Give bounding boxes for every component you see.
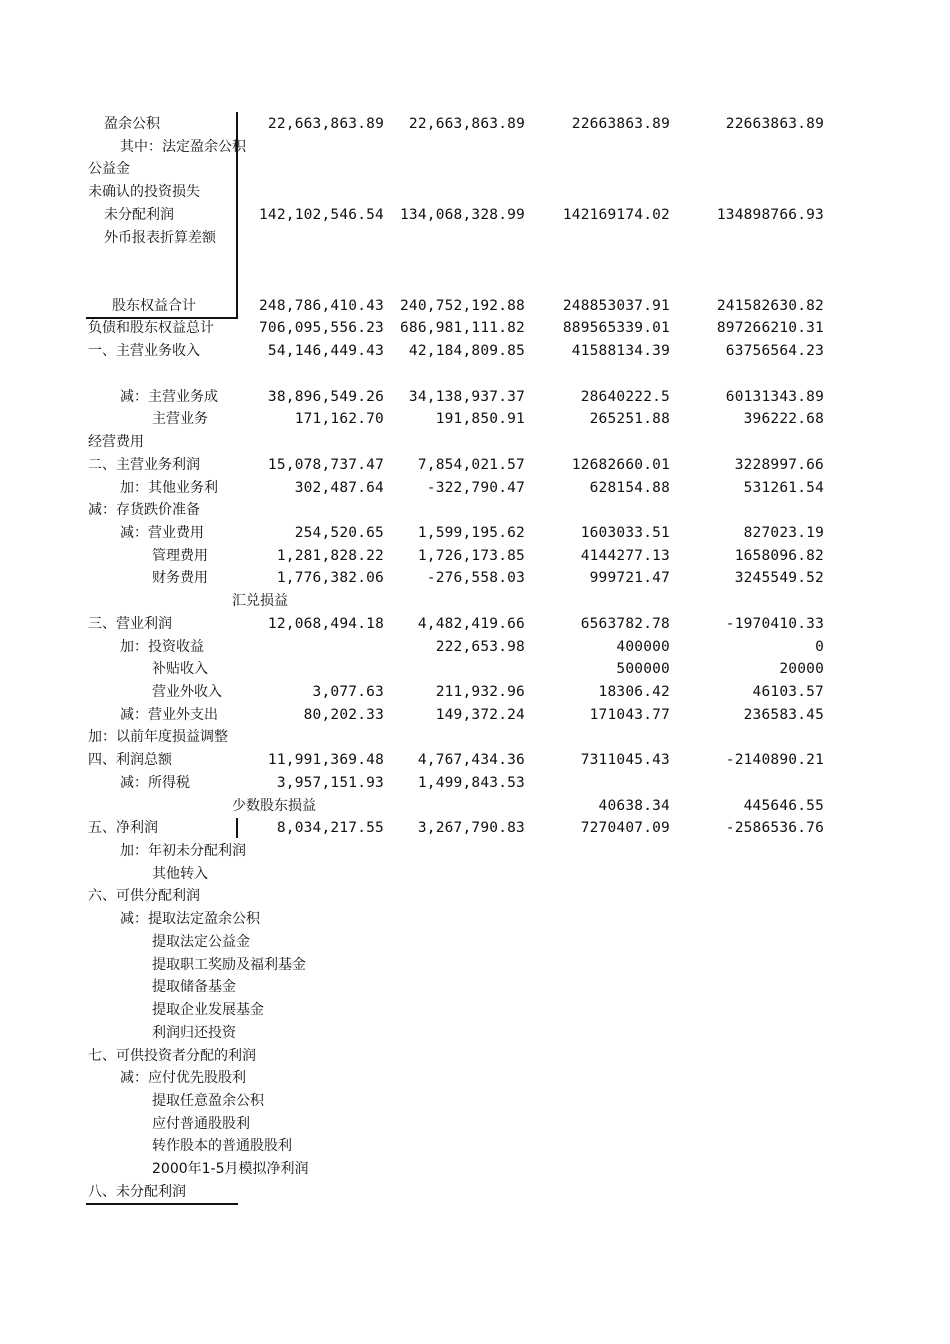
row-label: 加：以前年度损益调整 (88, 729, 228, 746)
table-row (0, 1113, 950, 1135)
row-label: 外币报表折算差额 (104, 229, 216, 246)
value-cell (527, 726, 670, 748)
value-cell (527, 840, 670, 862)
table-row (0, 567, 950, 589)
value-cell (238, 795, 384, 817)
value-cell: 211,932.96 (435, 684, 525, 700)
value-cell (527, 908, 670, 930)
value-cell (386, 1158, 525, 1180)
table-row (0, 1158, 950, 1180)
value-cell: 254,520.65 (294, 524, 384, 541)
value-cell: -2140890.21 (725, 752, 824, 769)
value-cell (527, 863, 670, 885)
row-label: 二、主营业务利润 (88, 456, 200, 473)
value-cell (238, 999, 384, 1021)
value-cell (527, 136, 670, 158)
value-cell (672, 1158, 824, 1180)
row-label: 利润归还投资 (152, 1024, 236, 1041)
table-row (0, 726, 950, 748)
value-cell: 34,138,937.37 (408, 388, 525, 405)
value-cell: 1,499,843.53 (417, 774, 525, 791)
value-cell: 241582630.82 (716, 297, 824, 314)
table-row (0, 1181, 950, 1203)
table-row (0, 636, 950, 658)
value-cell (672, 227, 824, 249)
value-cell (527, 1022, 670, 1044)
value-cell (527, 272, 670, 294)
table-row (0, 954, 950, 976)
value-cell (386, 136, 525, 158)
table-row (0, 1067, 950, 1089)
value-cell: -322,790.47 (426, 479, 525, 496)
value-cell (238, 136, 384, 158)
value-cell: 38,896,549.26 (267, 388, 384, 405)
value-cell (672, 908, 824, 930)
value-cell: 686,981,111.82 (399, 320, 525, 337)
value-cell (238, 181, 384, 203)
table-row (0, 863, 950, 885)
value-cell: 80,202.33 (303, 706, 384, 723)
table-row (0, 363, 950, 385)
value-cell (386, 908, 525, 930)
value-cell (527, 1045, 670, 1067)
value-cell (386, 227, 525, 249)
value-cell (672, 590, 824, 612)
value-cell (672, 272, 824, 294)
row-label: 减：应付优先股股利 (120, 1070, 246, 1087)
value-cell (386, 726, 525, 748)
value-cell (238, 1045, 384, 1067)
value-cell (238, 272, 384, 294)
value-cell (238, 1158, 384, 1180)
table-row (0, 931, 950, 953)
value-cell (672, 499, 824, 521)
row-label: 提取法定公益金 (152, 933, 250, 950)
value-cell (672, 1113, 824, 1135)
value-cell (527, 1067, 670, 1089)
row-label: 其中：法定盈余公积 (120, 138, 246, 155)
row-label: 减：营业费用 (120, 524, 204, 541)
value-cell (527, 363, 670, 385)
value-cell: 628154.88 (589, 479, 670, 496)
value-cell (238, 885, 384, 907)
value-cell: -1970410.33 (725, 615, 824, 632)
value-cell (238, 658, 384, 680)
row-label: 应付普通股股利 (152, 1115, 250, 1132)
value-cell (386, 1045, 525, 1067)
value-cell (672, 863, 824, 885)
value-cell (238, 1090, 384, 1112)
value-cell: 60131343.89 (725, 388, 824, 405)
table-row (0, 840, 950, 862)
value-cell: 1,599,195.62 (417, 524, 525, 541)
value-cell (238, 590, 384, 612)
table-row (0, 340, 950, 362)
row-label: 五、净利润 (88, 820, 158, 837)
value-cell: 20000 (779, 661, 824, 678)
row-label: 财务费用 (152, 570, 208, 587)
row-label: 2000年1-5月模拟净利润 (152, 1161, 309, 1178)
row-label: 六、可供分配利润 (88, 888, 200, 905)
value-cell (386, 181, 525, 203)
value-cell (238, 363, 384, 385)
value-cell: 222,653.98 (435, 638, 525, 655)
table-row (0, 681, 950, 703)
value-cell (527, 590, 670, 612)
value-cell: 827023.19 (743, 524, 824, 541)
value-cell: 445646.55 (743, 797, 824, 814)
row-label: 少数股东损益 (232, 797, 316, 814)
value-cell: 4,767,434.36 (417, 752, 525, 769)
value-cell (672, 158, 824, 180)
table-row (0, 1045, 950, 1067)
value-cell (238, 726, 384, 748)
value-cell (386, 272, 525, 294)
value-cell: 41588134.39 (571, 343, 670, 360)
value-cell: 248,786,410.43 (258, 297, 384, 314)
table-row (0, 908, 950, 930)
value-cell (238, 227, 384, 249)
value-cell: 7270407.09 (580, 820, 670, 837)
row-label: 减：提取法定盈余公积 (120, 911, 260, 928)
value-cell: 142,102,546.54 (258, 206, 384, 223)
value-cell (238, 954, 384, 976)
value-cell (672, 1135, 824, 1157)
value-cell (386, 863, 525, 885)
value-cell: 396222.68 (743, 411, 824, 428)
value-cell (527, 1158, 670, 1180)
table-row (0, 885, 950, 907)
row-label: 未确认的投资损失 (88, 184, 200, 201)
value-cell: 3,077.63 (312, 684, 384, 700)
value-cell: 171043.77 (589, 706, 670, 723)
value-cell (527, 931, 670, 953)
value-cell (238, 1022, 384, 1044)
row-label: 提取职工奖励及福利基金 (152, 956, 306, 973)
value-cell (238, 431, 384, 453)
value-cell: 897266210.31 (716, 320, 824, 337)
value-cell (238, 840, 384, 862)
value-cell: 63756564.23 (725, 343, 824, 360)
value-cell (527, 181, 670, 203)
value-cell: 500000 (616, 661, 670, 678)
value-cell (238, 158, 384, 180)
value-cell: 400000 (616, 638, 670, 655)
row-label: 转作股本的普通股股利 (152, 1138, 292, 1155)
value-cell: 171,162.70 (294, 411, 384, 428)
value-cell (386, 499, 525, 521)
value-cell: 265251.88 (589, 411, 670, 428)
table-row (0, 181, 950, 203)
value-cell (672, 999, 824, 1021)
row-label: 减：所得税 (120, 774, 190, 791)
row-label: 未分配利润 (104, 206, 174, 223)
value-cell: 6563782.78 (580, 615, 670, 632)
value-cell (527, 954, 670, 976)
value-cell: 889565339.01 (562, 320, 670, 337)
table-row (0, 1022, 950, 1044)
value-cell (672, 249, 824, 271)
row-label: 汇兑损益 (232, 593, 288, 610)
value-cell (238, 931, 384, 953)
row-label: 八、未分配利润 (88, 1183, 186, 1200)
value-cell: 1603033.51 (580, 524, 670, 541)
table-row (0, 613, 950, 635)
table-row (0, 795, 950, 817)
value-cell: 7311045.43 (580, 752, 670, 769)
value-cell: 3228997.66 (734, 456, 824, 473)
row-label: 减：营业外支出 (120, 706, 218, 723)
table-row (0, 749, 950, 771)
row-label: 减：存货跌价准备 (88, 502, 200, 519)
value-cell (386, 249, 525, 271)
value-cell: 28640222.5 (580, 388, 670, 405)
value-cell (672, 976, 824, 998)
row-label: 四、利润总额 (88, 752, 172, 769)
table-row (0, 590, 950, 612)
value-cell: 8,034,217.55 (276, 820, 384, 837)
table-row (0, 499, 950, 521)
value-cell (386, 885, 525, 907)
value-cell: 7,854,021.57 (417, 456, 525, 473)
row-label: 提取储备基金 (152, 979, 236, 996)
value-cell: 302,487.64 (294, 479, 384, 496)
table-row (0, 477, 950, 499)
table-row (0, 386, 950, 408)
value-cell: 531261.54 (743, 479, 824, 496)
value-cell (672, 431, 824, 453)
table-row (0, 704, 950, 726)
value-cell (672, 363, 824, 385)
value-cell: 999721.47 (589, 570, 670, 587)
row-label: 营业外收入 (152, 684, 222, 700)
value-cell: 11,991,369.48 (267, 752, 384, 769)
value-cell (672, 181, 824, 203)
table-row (0, 976, 950, 998)
value-cell: 46103.57 (752, 684, 824, 700)
table-row (0, 317, 950, 339)
value-cell (527, 772, 670, 794)
value-cell (386, 1113, 525, 1135)
value-cell: 706,095,556.23 (258, 320, 384, 337)
value-cell (386, 431, 525, 453)
row-label: 负债和股东权益总计 (88, 320, 214, 337)
value-cell (672, 1090, 824, 1112)
value-cell: 1,281,828.22 (276, 547, 384, 564)
value-cell: 12,068,494.18 (267, 615, 384, 632)
table-row (0, 1135, 950, 1157)
value-cell: 3,957,151.93 (276, 774, 384, 791)
value-cell: 18306.42 (598, 684, 670, 700)
value-cell (672, 885, 824, 907)
value-cell (527, 1135, 670, 1157)
table-row (0, 522, 950, 544)
value-cell: 240,752,192.88 (399, 297, 525, 314)
value-cell: -276,558.03 (426, 570, 525, 587)
row-label: 补贴收入 (152, 661, 208, 678)
row-label: 主营业务 (152, 411, 208, 428)
value-cell: 3245549.52 (734, 570, 824, 587)
value-cell: 54,146,449.43 (267, 343, 384, 360)
value-cell: 142169174.02 (562, 206, 670, 223)
value-cell (386, 1181, 525, 1203)
value-cell (527, 249, 670, 271)
value-cell: 134,068,328.99 (399, 206, 525, 223)
value-cell (386, 1067, 525, 1089)
value-cell: 22,663,863.89 (408, 116, 525, 132)
table-row (0, 817, 950, 839)
table-row (0, 295, 950, 317)
value-cell: 1,776,382.06 (276, 570, 384, 587)
row-label: 提取任意盈余公积 (152, 1092, 264, 1109)
value-cell: 12682660.01 (571, 456, 670, 473)
table-row (0, 272, 950, 294)
value-cell (672, 772, 824, 794)
row-label: 三、营业利润 (88, 615, 172, 632)
row-label: 加：年初未分配利润 (120, 843, 246, 860)
value-cell: 22663863.89 (725, 116, 824, 132)
value-cell (527, 1181, 670, 1203)
value-cell (672, 1022, 824, 1044)
row-label: 其他转入 (152, 865, 208, 882)
sheet-bottom-rule (86, 1203, 238, 1205)
value-cell: 1658096.82 (734, 547, 824, 564)
value-cell (386, 999, 525, 1021)
value-cell (672, 1045, 824, 1067)
value-cell: 42,184,809.85 (408, 343, 525, 360)
table-row (0, 431, 950, 453)
table-row (0, 545, 950, 567)
row-label: 盈余公积 (104, 116, 160, 132)
row-label: 七、可供投资者分配的利润 (88, 1047, 256, 1064)
value-cell (238, 908, 384, 930)
value-cell: 236583.45 (743, 706, 824, 723)
table-row (0, 658, 950, 680)
table-row (0, 227, 950, 249)
row-label: 提取企业发展基金 (152, 1002, 264, 1019)
value-cell: 248853037.91 (562, 297, 670, 314)
value-cell (238, 976, 384, 998)
table-row (0, 408, 950, 430)
value-cell: -2586536.76 (725, 820, 824, 837)
value-cell (386, 1090, 525, 1112)
value-cell (527, 227, 670, 249)
value-cell (672, 931, 824, 953)
table-row (0, 1090, 950, 1112)
value-cell (527, 1113, 670, 1135)
value-cell (386, 976, 525, 998)
value-cell: 22,663,863.89 (267, 116, 384, 132)
table-row (0, 249, 950, 271)
value-cell: 3,267,790.83 (417, 820, 525, 837)
value-cell (386, 1022, 525, 1044)
value-cell (672, 726, 824, 748)
value-cell (672, 136, 824, 158)
value-cell (238, 499, 384, 521)
value-cell: 149,372.24 (435, 706, 525, 723)
value-cell (527, 976, 670, 998)
value-cell (527, 885, 670, 907)
value-cell (527, 499, 670, 521)
value-cell (527, 1090, 670, 1112)
value-cell (238, 863, 384, 885)
table-row (0, 113, 950, 135)
row-label: 一、主营业务收入 (88, 343, 200, 360)
table-row (0, 772, 950, 794)
row-label: 加：其他业务利 (120, 479, 218, 496)
table-row (0, 999, 950, 1021)
value-cell (672, 840, 824, 862)
value-cell (238, 636, 384, 658)
value-cell (527, 158, 670, 180)
value-cell: 191,850.91 (435, 411, 525, 428)
value-cell: 134898766.93 (716, 206, 824, 223)
value-cell (386, 658, 525, 680)
value-cell (238, 1067, 384, 1089)
value-cell (527, 431, 670, 453)
value-cell: 22663863.89 (571, 116, 670, 132)
table-row (0, 158, 950, 180)
row-label: 减：主营业务成 (120, 388, 218, 405)
value-cell (238, 1113, 384, 1135)
table-row (0, 136, 950, 158)
value-cell (386, 363, 525, 385)
value-cell (672, 1181, 824, 1203)
value-cell (672, 954, 824, 976)
row-label: 经营费用 (88, 434, 144, 451)
value-cell: 4,482,419.66 (417, 615, 525, 632)
row-label: 股东权益合计 (112, 297, 196, 314)
table-row (0, 204, 950, 226)
value-cell (238, 1181, 384, 1203)
value-cell: 4144277.13 (580, 547, 670, 564)
value-cell: 1,726,173.85 (417, 547, 525, 564)
value-cell (386, 954, 525, 976)
value-cell (386, 931, 525, 953)
value-cell (672, 1067, 824, 1089)
row-label: 公益金 (88, 161, 130, 178)
value-cell (527, 999, 670, 1021)
table-row (0, 454, 950, 476)
value-cell: 40638.34 (598, 797, 670, 814)
value-cell (386, 158, 525, 180)
value-cell (386, 840, 525, 862)
value-cell (238, 249, 384, 271)
value-cell (386, 590, 525, 612)
value-cell (238, 1135, 384, 1157)
value-cell: 15,078,737.47 (267, 456, 384, 473)
value-cell (386, 795, 525, 817)
value-cell: 0 (815, 638, 824, 655)
value-cell (386, 1135, 525, 1157)
row-label: 加：投资收益 (120, 638, 204, 655)
row-label: 管理费用 (152, 547, 208, 564)
